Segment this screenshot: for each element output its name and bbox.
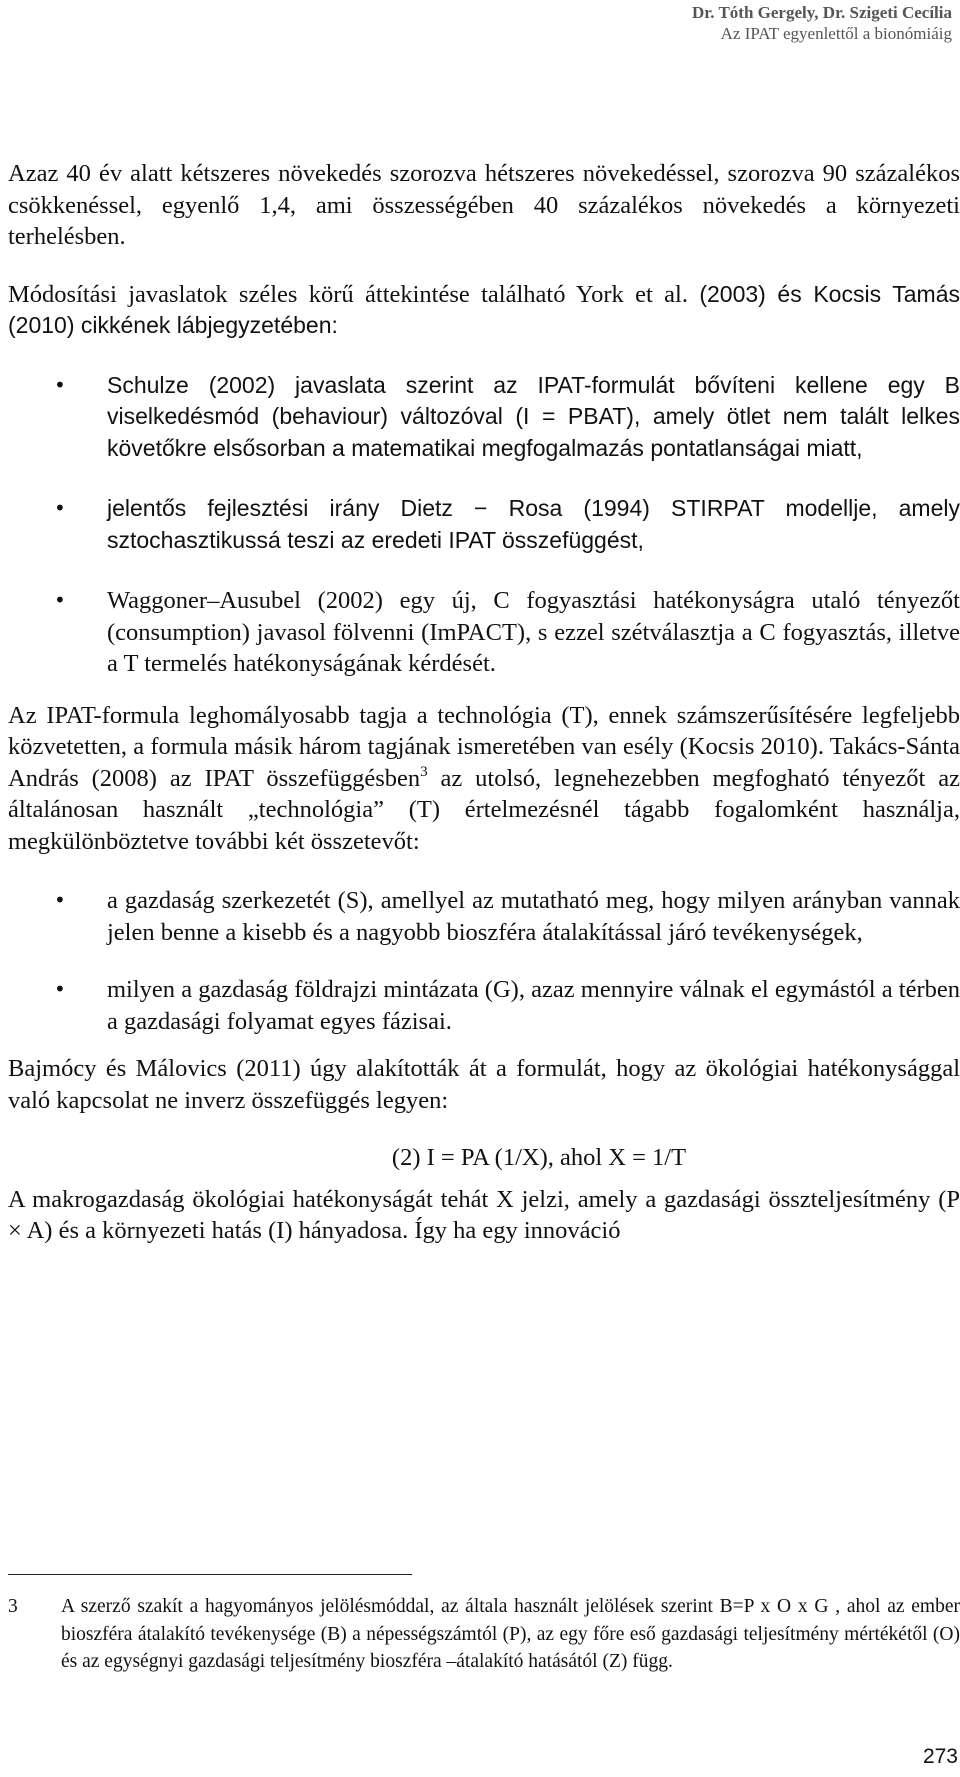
paragraph-modifications-intro bbox=[8, 279, 960, 342]
paragraph-bajmocy: Bajmócy és Málovics (2011) úgy alakították át a formulát, hogy az ökológiai hatékonysággal való kapcsolat ne inverz összefüggés legyen: bbox=[8, 1055, 960, 1114]
modifications-list bbox=[8, 370, 960, 680]
list-item bbox=[8, 974, 960, 1037]
paragraph-growth-summary: Azaz 40 év alatt kétszeres növekedés szorozva hétszeres növekedéssel, szorozva 90 százalékos csökkenéssel, egyenlő 1,4, ami összességében 40 százalékos növekedés a környezeti terhelésben. bbox=[8, 160, 960, 250]
bullet-icon: • bbox=[54, 888, 66, 912]
running-header bbox=[692, 2, 952, 44]
list-item bbox=[8, 885, 960, 948]
header-title: Az IPAT egyenlettől a bionómiáig bbox=[720, 24, 952, 43]
paragraph-technology-part2: az utolsó, legnehezebben megfogható tényezőt az általánosan használt „technológia” (T) értelmezésnél tágabb fogalomként használja, megkülönböztetve további két összetevőt: bbox=[8, 764, 960, 855]
list-item-text: Waggoner–Ausubel (2002) egy új, C fogyasztási hatékonyságra utaló tényezőt (consumption) javasol fölvenni (ImPACT), s ezzel szétválasztja a C fogyasztás, illetve a T termelés hatékonyságának kérdését. bbox=[107, 587, 960, 677]
page-body bbox=[8, 158, 960, 1247]
footnote-reference[interactable]: 3 bbox=[420, 763, 428, 780]
footnote-text: A szerző szakít a hagyományos jelölésmóddal, az általa használt jelölések szerint B=P x O x G , ahol az ember bioszféra átalakító tevékenysége (B) a népességszámtól (P), az egy főre eső gazdasági teljesítmény mértékétől (O) és az egységnyi gazdasági teljesítmény bioszféra –átalakító hatásától (Z) függ. bbox=[61, 1596, 960, 1672]
footnote-number: 3 bbox=[8, 1596, 18, 1617]
list-item bbox=[8, 493, 960, 556]
list-item-text: milyen a gazdaság földrajzi mintázata (G), azaz mennyire válnak el egymástól a térben a gazdasági folyamat egyes fázisai. bbox=[107, 976, 960, 1035]
bullet-icon: • bbox=[54, 372, 66, 397]
header-authors: Dr. Tóth Gergely, Dr. Szigeti Cecília bbox=[691, 3, 952, 22]
paragraph-modifications-part1: Módosítási javaslatok széles körű áttekintése található York et al. bbox=[8, 280, 688, 308]
paragraph-technology-part1: Az IPAT-formula leghomályosabb tagja a technológia (T), ennek számszerűsítésére legfeljebb közvetetten, a formula másik három tagjának ismeretében van esély (Kocsis 2010). Takács-Sánta András (2008) az IPAT összefüggésben bbox=[8, 701, 960, 792]
components-list bbox=[8, 885, 960, 1037]
formula: (2) I = PA (1/X), ahol X = 1/T bbox=[391, 1144, 687, 1171]
list-item-text: a gazdaság szerkezetét (S), amellyel az mutatható meg, hogy milyen arányban vannak jelen benne a kisebb és a nagyobb bioszféra átalakítással járó tevékenységek, bbox=[107, 887, 960, 946]
bullet-icon: • bbox=[54, 977, 66, 1001]
footnote bbox=[8, 1593, 960, 1676]
page-number: 273 bbox=[922, 1745, 958, 1768]
list-item bbox=[8, 585, 960, 680]
list-item-text: jelentős fejlesztési irány Dietz − Rosa (1994) STIRPAT modellje, amely sztochasztikussá teszi az eredeti IPAT összefüggést, bbox=[107, 495, 960, 553]
list-item bbox=[8, 370, 960, 465]
paragraph-modifications-part2: (2003) és Kocsis Tamás (2010) cikkének lábjegyzetében: bbox=[8, 280, 960, 338]
list-item-text: Schulze (2002) javaslata szerint az IPAT-formulát bővíteni kellene egy B viselkedésmód (behaviour) változóval (I = PBAT), amely ötlet nem talált lelkes követőkre elsősorban a matematikai megfogalmazás pontatlanságai miatt, bbox=[107, 371, 960, 461]
paragraph-efficiency: A makrogazdaság ökológiai hatékonyságát tehát X jelzi, amely a gazdasági összteljesítmény (P × A) és a környezeti hatás (I) hányadosa. Így ha egy innováció bbox=[8, 1185, 960, 1244]
bullet-icon: • bbox=[54, 496, 66, 520]
footnote-separator bbox=[8, 1574, 412, 1575]
paragraph-technology bbox=[8, 700, 960, 858]
bullet-icon: • bbox=[54, 588, 66, 612]
